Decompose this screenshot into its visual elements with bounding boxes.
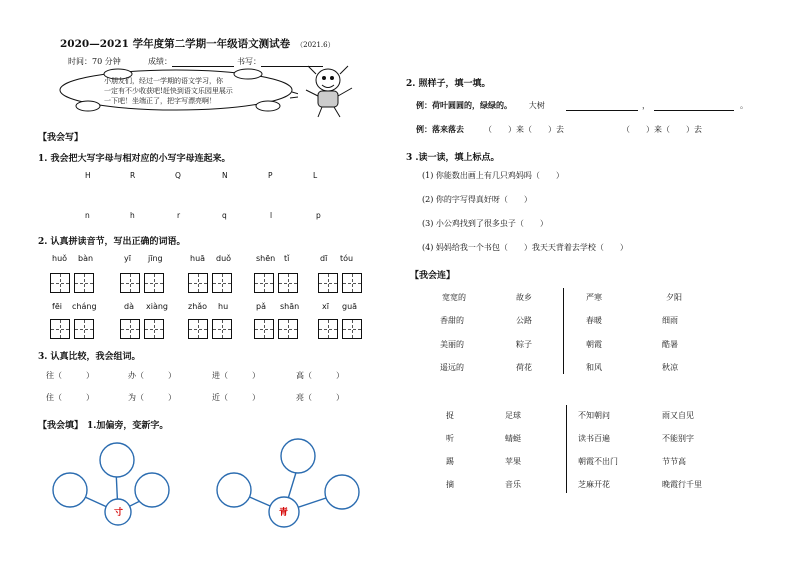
match-word[interactable]: 和风 bbox=[586, 363, 602, 372]
answer-blank[interactable]: （ ）来（ ）去 bbox=[622, 125, 702, 134]
writing-cell[interactable] bbox=[144, 273, 164, 293]
punctuation-item[interactable]: (2) 你的字写得真好呀（ ） bbox=[422, 195, 532, 204]
exam-date: （2021.6） bbox=[296, 41, 335, 49]
writing-cell[interactable] bbox=[318, 273, 338, 293]
pinyin-syllable: huǒ bbox=[52, 254, 68, 263]
pinyin-syllable: shān bbox=[280, 302, 300, 311]
lower-letter[interactable]: p bbox=[316, 211, 321, 220]
lower-letter[interactable]: l bbox=[270, 211, 273, 220]
match-word[interactable]: 摘 bbox=[446, 480, 454, 489]
compare-item[interactable]: 进（ ） bbox=[212, 371, 260, 380]
pinyin-syllable: jīng bbox=[148, 254, 163, 263]
writing-cell[interactable] bbox=[254, 319, 274, 339]
pinyin-syllable: cháng bbox=[72, 302, 97, 311]
radical-diagram bbox=[214, 436, 364, 532]
match-word[interactable]: 粽子 bbox=[516, 340, 532, 349]
pinyin-syllable: shēn bbox=[256, 254, 276, 263]
answer-blank[interactable]: （ ）来（ ）去 bbox=[484, 125, 564, 134]
compare-item[interactable]: 住（ ） bbox=[46, 393, 94, 402]
writing-cell[interactable] bbox=[74, 273, 94, 293]
punctuation-item[interactable]: (3) 小公鸡找到了很多虫子（ ） bbox=[422, 219, 548, 228]
writing-cell[interactable] bbox=[278, 273, 298, 293]
match-word[interactable]: 读书百遍 bbox=[578, 434, 610, 443]
match-word[interactable]: 故乡 bbox=[516, 293, 532, 302]
match-word[interactable]: 春暖 bbox=[586, 316, 602, 325]
pinyin-syllable: yī bbox=[124, 254, 131, 263]
upper-letter[interactable]: P bbox=[268, 171, 273, 180]
cartoon-icon bbox=[300, 62, 358, 120]
pinyin-syllable: tǐ bbox=[284, 254, 290, 263]
match-word[interactable]: 不知朝问 bbox=[578, 411, 610, 420]
match-word[interactable]: 细雨 bbox=[662, 316, 678, 325]
writing-cell[interactable] bbox=[254, 273, 274, 293]
lower-letter[interactable]: r bbox=[177, 211, 181, 220]
compare-item[interactable]: 亮（ ） bbox=[296, 393, 344, 402]
example-1: 例：荷叶圆圆的，绿绿的。 大树 bbox=[416, 100, 545, 110]
match-word[interactable]: 夕阳 bbox=[666, 293, 682, 302]
pinyin-syllable: guā bbox=[342, 302, 358, 311]
pinyin-syllable: dī bbox=[320, 254, 328, 263]
writing-cell[interactable] bbox=[120, 273, 140, 293]
upper-letter[interactable]: N bbox=[222, 171, 228, 180]
writing-cell[interactable] bbox=[188, 273, 208, 293]
upper-letter[interactable]: Q bbox=[175, 171, 181, 180]
match-word[interactable]: 音乐 bbox=[505, 480, 521, 489]
pinyin-syllable: pǎ bbox=[256, 302, 266, 311]
page-title: 2020—2021 学年度第二学期一年级语文测试卷 （2021.6） bbox=[60, 38, 335, 50]
writing-cell[interactable] bbox=[50, 273, 70, 293]
match-word[interactable]: 荷花 bbox=[516, 363, 532, 372]
pinyin-syllable: hu bbox=[218, 302, 229, 311]
radical-diagram bbox=[50, 436, 170, 532]
writing-cell[interactable] bbox=[144, 319, 164, 339]
punctuation-item[interactable]: (1) 你能数出画上有几只鸡妈吗（ ） bbox=[422, 171, 564, 180]
match-word[interactable]: 朝霞不出门 bbox=[578, 457, 618, 466]
pinyin-syllable: xiàng bbox=[146, 302, 169, 311]
writing-cell[interactable] bbox=[212, 273, 232, 293]
punctuation-item[interactable]: (4) 妈妈给我一个书包（ ）我天天背着去学校（ ） bbox=[422, 243, 628, 252]
match-word[interactable]: 雨又自见 bbox=[662, 411, 694, 420]
compare-item[interactable]: 为（ ） bbox=[128, 393, 176, 402]
writing-cell[interactable] bbox=[342, 273, 362, 293]
column-divider bbox=[566, 405, 567, 493]
question-2: 2. 认真拼读音节，写出正确的词语。 bbox=[38, 237, 186, 247]
compare-item[interactable]: 高（ ） bbox=[296, 371, 344, 380]
pinyin-syllable: bàn bbox=[78, 254, 94, 263]
pinyin-syllable: dà bbox=[124, 302, 134, 311]
writing-cell[interactable] bbox=[188, 319, 208, 339]
compare-item[interactable]: 办（ ） bbox=[128, 371, 176, 380]
lower-letter[interactable]: n bbox=[85, 211, 90, 220]
match-word[interactable]: 美丽的 bbox=[440, 340, 464, 349]
lower-letter[interactable]: h bbox=[130, 211, 135, 220]
bubble-text: 小朋友们，经过一学期的语文学习，你 一定有不少收获吧!赶快到语文乐园里展示 一下吧！坐端正了，把字写漂亮啊！ bbox=[104, 77, 233, 105]
upper-letter[interactable]: L bbox=[313, 171, 318, 180]
match-word[interactable]: 朝霞 bbox=[586, 340, 602, 349]
match-word[interactable]: 酷暑 bbox=[662, 340, 678, 349]
match-word[interactable]: 捉 bbox=[446, 411, 454, 420]
writing-cell[interactable] bbox=[342, 319, 362, 339]
example-2: 例：落来落去 bbox=[416, 124, 464, 134]
writing-cell[interactable] bbox=[212, 319, 232, 339]
compare-item[interactable]: 往（ ） bbox=[46, 371, 94, 380]
match-word[interactable]: 踢 bbox=[446, 457, 454, 466]
section-heading-write: 【我会写】 bbox=[38, 133, 84, 143]
score-field[interactable]: 成绩： bbox=[148, 56, 234, 67]
center-character: 青 bbox=[279, 508, 289, 518]
writing-cell[interactable] bbox=[318, 319, 338, 339]
question-3-right: 3 .读一读，填上标点。 bbox=[406, 153, 500, 163]
match-word[interactable]: 遥远的 bbox=[440, 363, 464, 372]
match-word[interactable]: 晚霞行千里 bbox=[662, 480, 702, 489]
lower-letter[interactable]: q bbox=[222, 211, 227, 220]
compare-item[interactable]: 近（ ） bbox=[212, 393, 260, 402]
question-3: 3. 认真比较，我会组词。 bbox=[38, 352, 141, 362]
pinyin-syllable: duǒ bbox=[216, 254, 232, 263]
section-heading-connect: 【我会连】 bbox=[410, 271, 456, 281]
time-label: 时间：70 分钟 bbox=[68, 57, 121, 66]
pinyin-syllable: tóu bbox=[340, 254, 354, 263]
match-word[interactable]: 严寒 bbox=[586, 293, 602, 302]
writing-cell[interactable] bbox=[74, 319, 94, 339]
match-word[interactable]: 苹果 bbox=[505, 457, 521, 466]
question-1: 1. 我会把大写字母与相对应的小写字母连起来。 bbox=[38, 154, 231, 164]
writing-cell[interactable] bbox=[50, 319, 70, 339]
match-word[interactable]: 节节高 bbox=[662, 457, 686, 466]
match-word[interactable]: 不能别字 bbox=[662, 434, 694, 443]
center-character: 寸 bbox=[114, 508, 124, 518]
match-word[interactable]: 足球 bbox=[505, 411, 521, 420]
match-word[interactable]: 秋凉 bbox=[662, 363, 678, 372]
pinyin-syllable: fēi bbox=[52, 302, 62, 311]
match-word[interactable]: 公路 bbox=[516, 316, 532, 325]
match-word[interactable]: 蜻蜓 bbox=[505, 434, 521, 443]
writing-cell[interactable] bbox=[120, 319, 140, 339]
pinyin-syllable: huā bbox=[190, 254, 206, 263]
column-divider bbox=[563, 288, 564, 374]
pinyin-syllable: xī bbox=[322, 302, 329, 311]
match-word[interactable]: 芝麻开花 bbox=[578, 480, 610, 489]
writing-field[interactable]: 书写： bbox=[237, 56, 323, 67]
match-word[interactable]: 听 bbox=[446, 434, 454, 443]
question-2-right: 2. 照样子，填一填。 bbox=[406, 79, 491, 89]
upper-letter[interactable]: R bbox=[130, 171, 136, 180]
pinyin-syllable: zhǎo bbox=[188, 302, 208, 311]
match-word[interactable]: 香甜的 bbox=[440, 316, 464, 325]
answer-line[interactable]: ， 。 bbox=[566, 100, 748, 111]
match-word[interactable]: 宽宽的 bbox=[442, 293, 466, 302]
upper-letter[interactable]: H bbox=[85, 171, 91, 180]
section-heading-fill: 【我会填】 1.加偏旁，变新字。 bbox=[38, 421, 169, 431]
writing-cell[interactable] bbox=[278, 319, 298, 339]
